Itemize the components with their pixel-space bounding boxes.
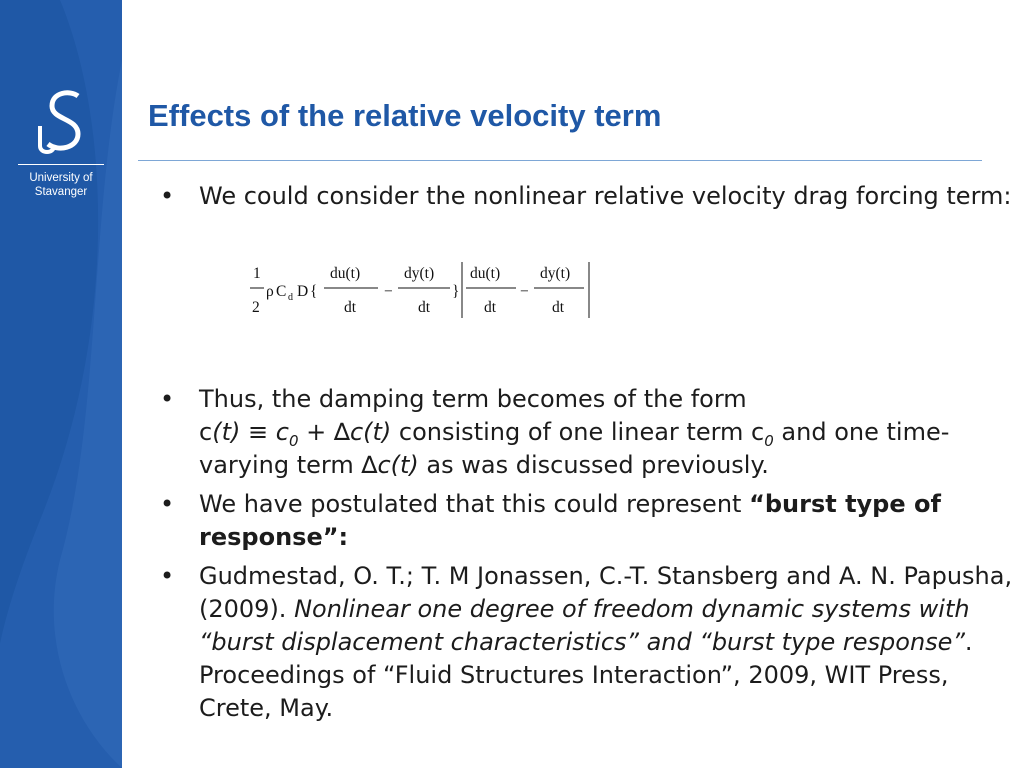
- bullet-2-consisting: consisting of one linear term c: [398, 418, 765, 446]
- logo-divider: [18, 164, 104, 165]
- uis-logo-mark: [26, 88, 96, 158]
- bullet-2-line1: Thus, the damping term becomes of the form: [199, 385, 747, 413]
- formula-dt-1: dt: [344, 299, 357, 316]
- bullet-2-ct-2: c(t): [377, 451, 419, 479]
- formula-half-num: 1: [253, 265, 261, 282]
- reference-rest: . Proceedings of “Fluid Structures Interaction”, 2009, WIT Press, Crete, May.: [199, 628, 973, 722]
- formula-minus-1: −: [384, 283, 393, 300]
- bullet-dot: •: [160, 490, 175, 518]
- reference-authors: Gudmestad, O. T.; T. M Jonassen, C.-T. Stansberg and A. N. Papusha, (2009).: [199, 562, 1013, 623]
- bullet-2-previously: as was discussed previously.: [426, 451, 769, 479]
- formula-half-den: 2: [252, 299, 260, 316]
- slide-title: Effects of the relative velocity term: [148, 98, 662, 133]
- bullet-item-3: [160, 488, 1022, 554]
- formula-du-1: du(t): [330, 265, 361, 282]
- formula-rho: ρ: [266, 283, 274, 300]
- bullet-2-linear-sub: 0: [764, 431, 774, 450]
- delta-symbol: ∆: [333, 418, 350, 446]
- formula-minus-2: −: [520, 283, 529, 300]
- bullet-2-t: (t): [212, 418, 241, 446]
- bullet-3-bold: “burst type of response”:: [199, 490, 941, 551]
- reference-title: Nonlinear one degree of freedom dynamic systems with “burst displacement characteristics” and “burst type response”: [199, 595, 970, 656]
- formula-C: C: [276, 283, 287, 300]
- bullet-3-text: We have postulated that this could represent: [199, 490, 742, 518]
- bullet-item-2: [160, 383, 1022, 482]
- drag-formula: [248, 258, 596, 322]
- plus-symbol: +: [306, 418, 327, 446]
- bullet-dot: •: [160, 385, 175, 413]
- bullet-item-1: [160, 180, 1022, 213]
- formula-dy-2: dy(t): [540, 265, 571, 282]
- title-divider: [138, 160, 982, 161]
- equiv-symbol: ≡: [247, 418, 269, 446]
- formula-dt-4: dt: [552, 299, 565, 316]
- formula-open-brace: {: [310, 283, 318, 300]
- formula-d-sub: d: [288, 292, 293, 303]
- bullet-dot: •: [160, 182, 175, 210]
- bullet-2-c0: c: [275, 418, 289, 446]
- university-logo: [0, 88, 122, 199]
- formula-dt-3: dt: [484, 299, 497, 316]
- formula-dy-1: dy(t): [404, 265, 435, 282]
- logo-text-line1: University of: [29, 172, 93, 184]
- bullet-1-text: We could consider the nonlinear relative velocity drag forcing term:: [199, 182, 1012, 210]
- bullet-2-c: c: [199, 418, 213, 446]
- bullet-item-4: [160, 560, 1022, 725]
- formula-du-2: du(t): [470, 265, 501, 282]
- bullet-2-time-varying: time-varying term: [199, 418, 950, 479]
- formula-D: D: [297, 283, 309, 300]
- bullet-dot: •: [160, 562, 175, 590]
- logo-text-line2: Stavanger: [34, 186, 88, 198]
- delta-symbol-2: ∆: [361, 451, 378, 479]
- sidebar: [0, 0, 122, 768]
- bullet-2-and-one: and one: [781, 418, 879, 446]
- bullet-2-ct: c(t): [349, 418, 392, 446]
- formula-close-brace: }: [452, 283, 460, 300]
- formula-dt-2: dt: [418, 299, 431, 316]
- bullet-2-c0-sub: 0: [288, 431, 299, 450]
